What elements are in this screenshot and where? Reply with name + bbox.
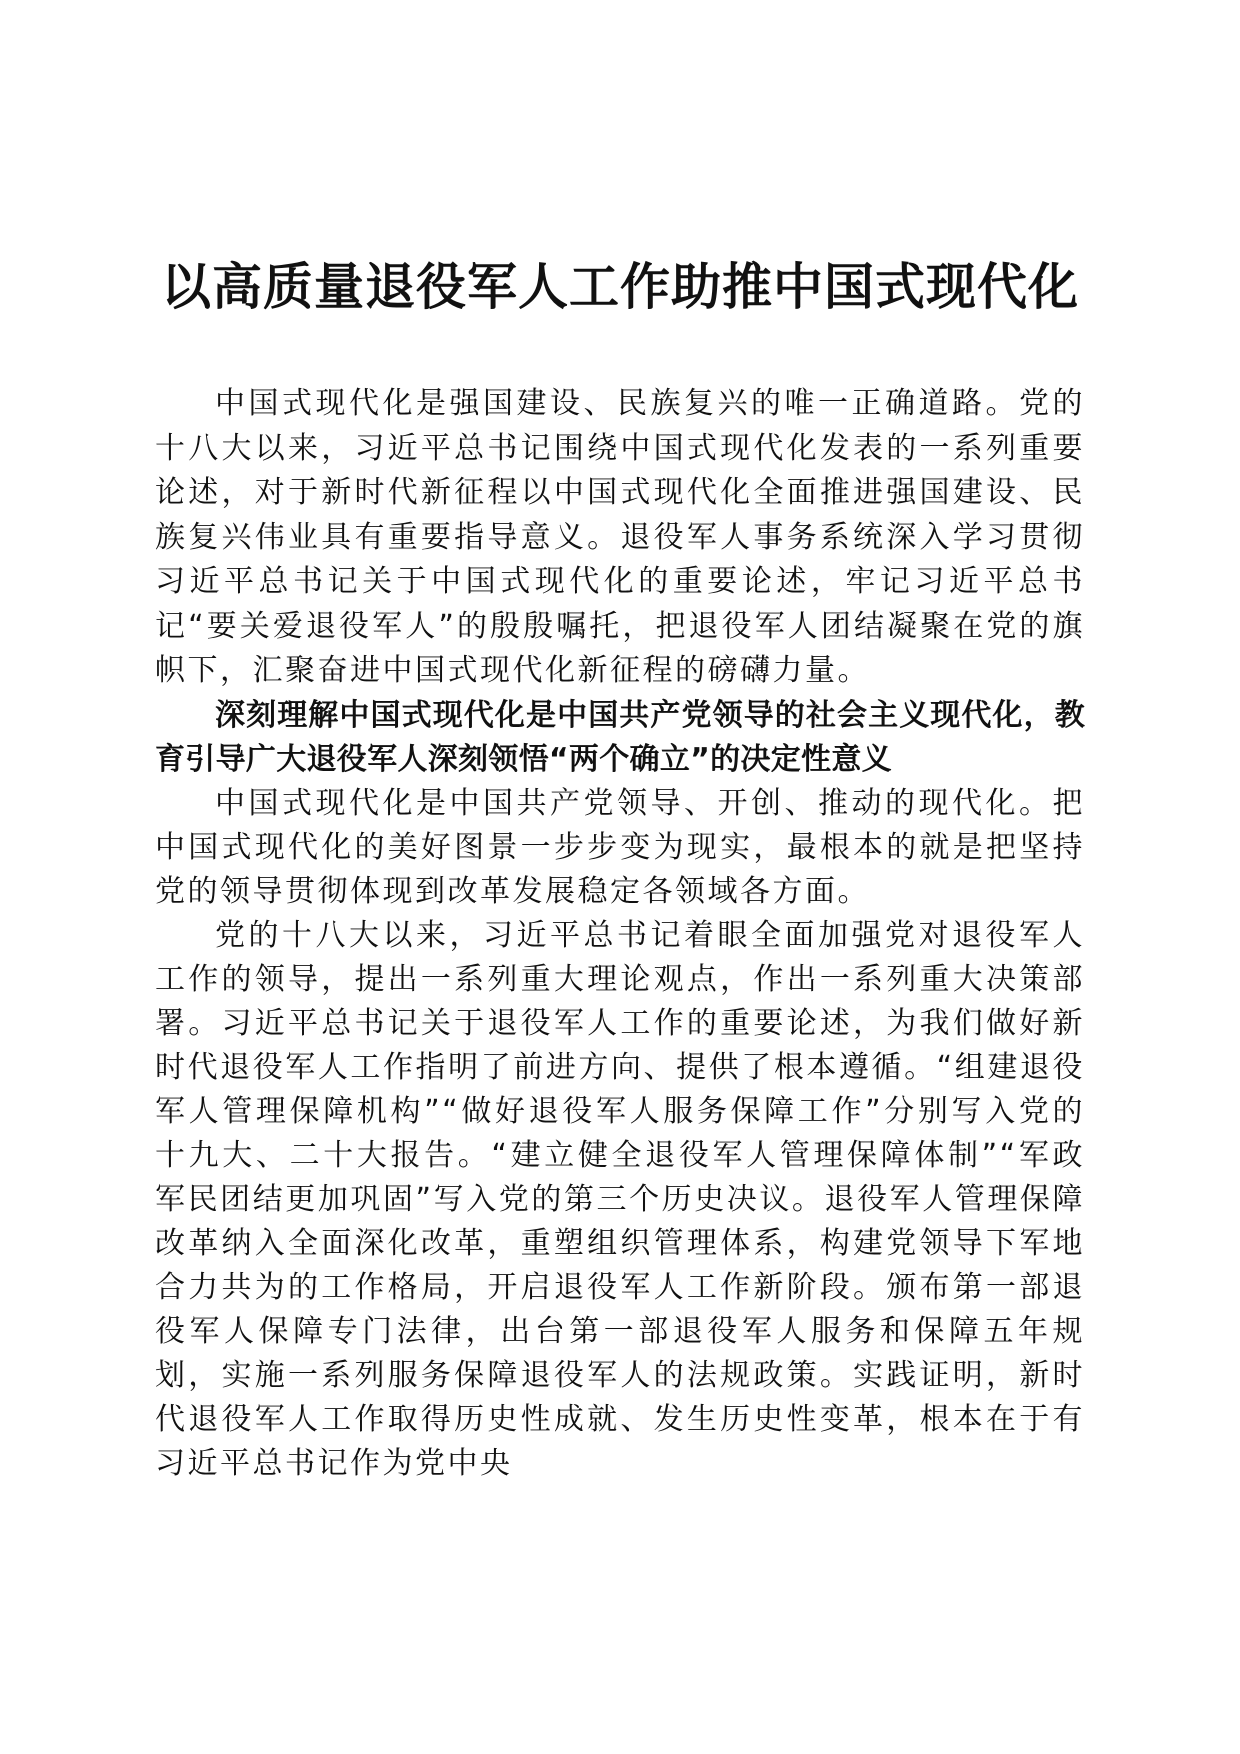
document-body	[155, 382, 1085, 1486]
body-paragraph: 党的十八大以来，习近平总书记着眼全面加强党对退役军人工作的领导，提出一系列重大理论观点，作出一系列重大决策部署。习近平总书记关于退役军人工作的重要论述，为我们做好新时代退役军人工作指明了前进方向、提供了根本遵循。“组建退役军人管理保障机构”“做好退役军人服务保障工作”分别写入党的十九大、二十大报告。“建立健全退役军人管理保障体制”“军政军民团结更加巩固”写入党的第三个历史决议。退役军人管理保障改革纳入全面深化改革，重塑组织管理体系，构建党领导下军地合力共为的工作格局，开启退役军人工作新阶段。颁布第一部退役军人保障专门法律，出台第一部退役军人服务和保障五年规划，实施一系列服务保障退役军人的法规政策。实践证明，新时代退役军人工作取得历史性成就、发生历史性变革，根本在于有习近平总书记作为党中央	[155, 917, 1085, 1481]
intro-paragraph: 中国式现代化是强国建设、民族复兴的唯一正确道路。党的十八大以来，习近平总书记围绕中国式现代化发表的一系列重要论述，对于新时代新征程以中国式现代化全面推进强国建设、民族复兴伟业具有重要指导意义。退役军人事务系统深入学习贯彻习近平总书记关于中国式现代化的重要论述，牢记习近平总书记“要关爱退役军人”的殷殷嘱托，把退役军人团结凝聚在党的旗帜下，汇聚奋进中国式现代化新征程的磅礴力量。	[155, 386, 1085, 688]
body-paragraph: 中国式现代化是中国共产党领导、开创、推动的现代化。把中国式现代化的美好图景一步步变为现实，最根本的就是把坚持党的领导贯彻体现到改革发展稳定各领域各方面。	[155, 785, 1085, 909]
section-heading: 深刻理解中国式现代化是中国共产党领导的社会主义现代化，教育引导广大退役军人深刻领悟“两个确立”的决定性意义	[155, 697, 1085, 777]
document-title: 以高质量退役军人工作助推中国式现代化	[161, 257, 1079, 316]
